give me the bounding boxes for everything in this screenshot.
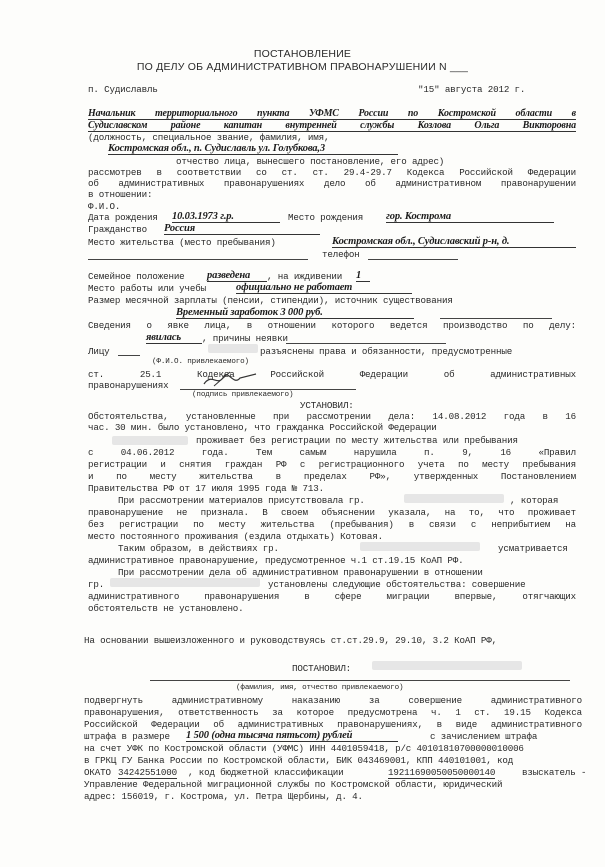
fio-label: Ф.И.О. xyxy=(88,201,121,212)
established-heading: УСТАНОВИЛ: xyxy=(300,400,354,411)
penalty-line-2: правонарушения, ответственность за которое предусмотрена ч. 1 ст. 19.15 Кодекса xyxy=(84,707,582,718)
decided-heading: ПОСТАНОВИЛ: xyxy=(292,663,351,674)
redacted-name xyxy=(208,344,258,353)
body-line-10: без регистрации по месту жительства (пребывания) в связи с неприбытием на xyxy=(88,519,576,530)
article-line-1: ст. 25.1 Кодекса Российской Федерации об административных xyxy=(88,369,576,380)
salary-value: Временный заработок 3 000 руб. xyxy=(176,307,414,319)
phone-label: телефон xyxy=(322,249,360,260)
body-line-1: Обстоятельства, установленные при рассмотрении дела: 14.08.2012 года в 16 xyxy=(88,411,576,422)
kbk-code: 19211690050050000140 xyxy=(388,767,496,778)
dob-value: 10.03.1973 г.р. xyxy=(172,211,280,223)
penalty-line-7c: , код бюджетной классификации xyxy=(188,767,344,778)
penalty-line-7a: ОКАТО xyxy=(84,767,111,778)
document-subtitle: ПО ДЕЛУ ОБ АДМИНИСТРАТИВНОМ ПРАВОНАРУШЕНИИ N ___ xyxy=(136,61,469,73)
dependents-label: , на иждивении xyxy=(267,271,343,282)
person-label: Лицу xyxy=(88,346,110,357)
penalty-line-9: адрес: 156019, г. Кострома, ул. Петра Щербины, д. 4. xyxy=(84,791,363,802)
body-line-8a: При рассмотрении материалов присутствовала гр. xyxy=(118,495,365,506)
redacted-name-3 xyxy=(404,494,504,503)
penalty-line-3: Российской Федерации об административных правонарушениях, в виде административного xyxy=(84,719,582,730)
signature-mark xyxy=(200,368,260,390)
body-line-16: административного правонарушения в сфере миграции впервые, отягчающих xyxy=(88,591,576,602)
attendance-line-1: Сведения о явке лица, в отношении которого ведется производство по делу: xyxy=(88,320,576,331)
family-value: разведена xyxy=(207,270,267,282)
body-line-9: правонарушение не признала. В своем объяснении указала, на то, что проживает xyxy=(88,507,576,518)
person-name-line xyxy=(118,355,140,356)
okato-code: 34242551000 xyxy=(118,767,177,778)
body-line-13: административное правонарушение, предусмотренное ч.1 ст.19.15 КоАП РФ. xyxy=(88,555,464,566)
penalty-line-5: на счет УФК по Костромской области (УФМС) ИНН 4401059418, р/с 40101810700000010006 xyxy=(84,743,524,754)
body-line-12a: Таким образом, в действиях гр. xyxy=(118,543,279,554)
body-line-11: место постоянного проживания (ездила отдыхать) Котовая. xyxy=(88,531,383,542)
residence-value: Костромская обл., Судиславский р-н, д. xyxy=(332,236,576,248)
redacted-name-6 xyxy=(372,661,522,670)
body-line-12b: усматривается xyxy=(498,543,568,554)
body-line-7: Правительства РФ от 17 июля 1995 года № 713. xyxy=(88,483,324,494)
citizenship-value: Россия xyxy=(164,223,320,235)
body-line-15b: установлены следующие обстоятельства: совершение xyxy=(268,579,526,590)
body-line-14: При рассмотрении дела об административном правонарушении в отношении xyxy=(118,567,483,578)
body-line-2: час. 30 мин. было установлено, что гражданка Российской Федерации xyxy=(88,422,437,433)
document-title: ПОСТАНОВЛЕНИЕ xyxy=(253,48,352,60)
grounds-text: На основании вышеизложенного и руководствуясь ст.ст.29.9, 29.10, 3.2 КоАП РФ, xyxy=(84,635,497,646)
official-line-1: Начальник территориального пункта УФМС России по Костромской области в xyxy=(88,108,576,119)
pob-label: Место рождения xyxy=(288,212,364,223)
work-value: официально не работает xyxy=(236,282,412,294)
consider-line-1: рассмотрев в соответствии со ст. ст. 29.4-29.7 Кодекса Российской Федерации xyxy=(88,167,576,178)
salary-line xyxy=(440,318,552,319)
signature-hint: (подпись привлекаемого) xyxy=(192,391,294,399)
official-line-2: Судиславском районе капитан внутренней службы Козлова Ольга Викторовна xyxy=(88,120,576,131)
fio-hint: (Ф.И.О. привлекаемого) xyxy=(152,358,249,366)
body-line-5: регистрации и снятия граждан РФ с регистрационного учета по месту пребывания xyxy=(88,459,576,470)
body-line-17: обстоятельств не установлено. xyxy=(88,603,244,614)
dob-label: Дата рождения xyxy=(88,212,158,223)
consider-line-2: об административных правонарушениях дело об административном правонарушении xyxy=(88,178,576,189)
citizenship-label: Гражданство xyxy=(88,224,147,235)
penalty-line-4c: с зачислением штрафа xyxy=(430,731,538,742)
residence-label: Место жительства (место пребывания) xyxy=(88,237,276,248)
decided-name-line xyxy=(150,680,570,681)
body-line-15a: гр. xyxy=(88,579,105,590)
place: п. Судиславль xyxy=(88,84,158,95)
official-address: Костромская обл., п. Судиславль ул. Голубкова,3 xyxy=(108,143,398,155)
work-label: Место работы или учебы xyxy=(88,283,206,294)
salary-label: Размер месячной зарплаты (пенсии, стипендии), источник существования xyxy=(88,295,453,306)
penalty-line-8: Управление Федеральной миграционной службы по Костромской области, юридический xyxy=(84,779,503,790)
body-line-6: и по месту жительства в пределах РФ», утвержденных Постановлением xyxy=(88,471,576,482)
body-line-3: проживает без регистрации по месту жительства или пребывания xyxy=(196,435,518,446)
redacted-name-4 xyxy=(360,542,480,551)
penalty-line-7e: взыскатель - xyxy=(522,767,587,778)
official-hint: (должность, специальное звание, фамилия, имя, xyxy=(88,132,330,143)
phone-line xyxy=(368,259,458,260)
official-address-hint: отчество лица, вынесшего постановление, его адрес) xyxy=(176,156,445,167)
body-line-4: с 04.06.2012 года. Тем самым нарушила п. 9, 16 «Правил xyxy=(88,447,576,458)
dependents-value: 1 xyxy=(356,270,370,282)
penalty-line-1: подвергнуть административному наказанию за совершение административного xyxy=(84,695,582,706)
family-label: Семейное положение xyxy=(88,271,185,282)
body-line-8b: , которая xyxy=(510,495,559,506)
decided-hint: (фамилия, имя, отчество привлекаемого) xyxy=(236,684,404,692)
rights-text: разъяснены права и обязанности, предусмотренные xyxy=(260,346,513,357)
pob-value: гор. Кострома xyxy=(386,211,554,223)
article-line-2: правонарушениях xyxy=(88,380,169,391)
residence-line-2 xyxy=(88,259,308,260)
penalty-line-4a: штрафа в размере xyxy=(84,731,170,742)
consider-line-3: в отношении: xyxy=(88,189,153,200)
redacted-name-5 xyxy=(110,578,260,587)
date: "15" августа 2012 г. xyxy=(418,84,526,95)
attendance-line-2: , причины неявки xyxy=(202,333,288,344)
fine-amount: 1 500 (одна тысяча пятьсот) рублей xyxy=(186,730,398,742)
redacted-name-2 xyxy=(112,436,188,445)
attendance-line xyxy=(286,343,446,344)
attendance-value: явилась xyxy=(146,332,202,344)
penalty-line-6: в ГРКЦ ГУ Банка России по Костромской области, БИК 043469001, КПП 440101001, код xyxy=(84,755,514,766)
